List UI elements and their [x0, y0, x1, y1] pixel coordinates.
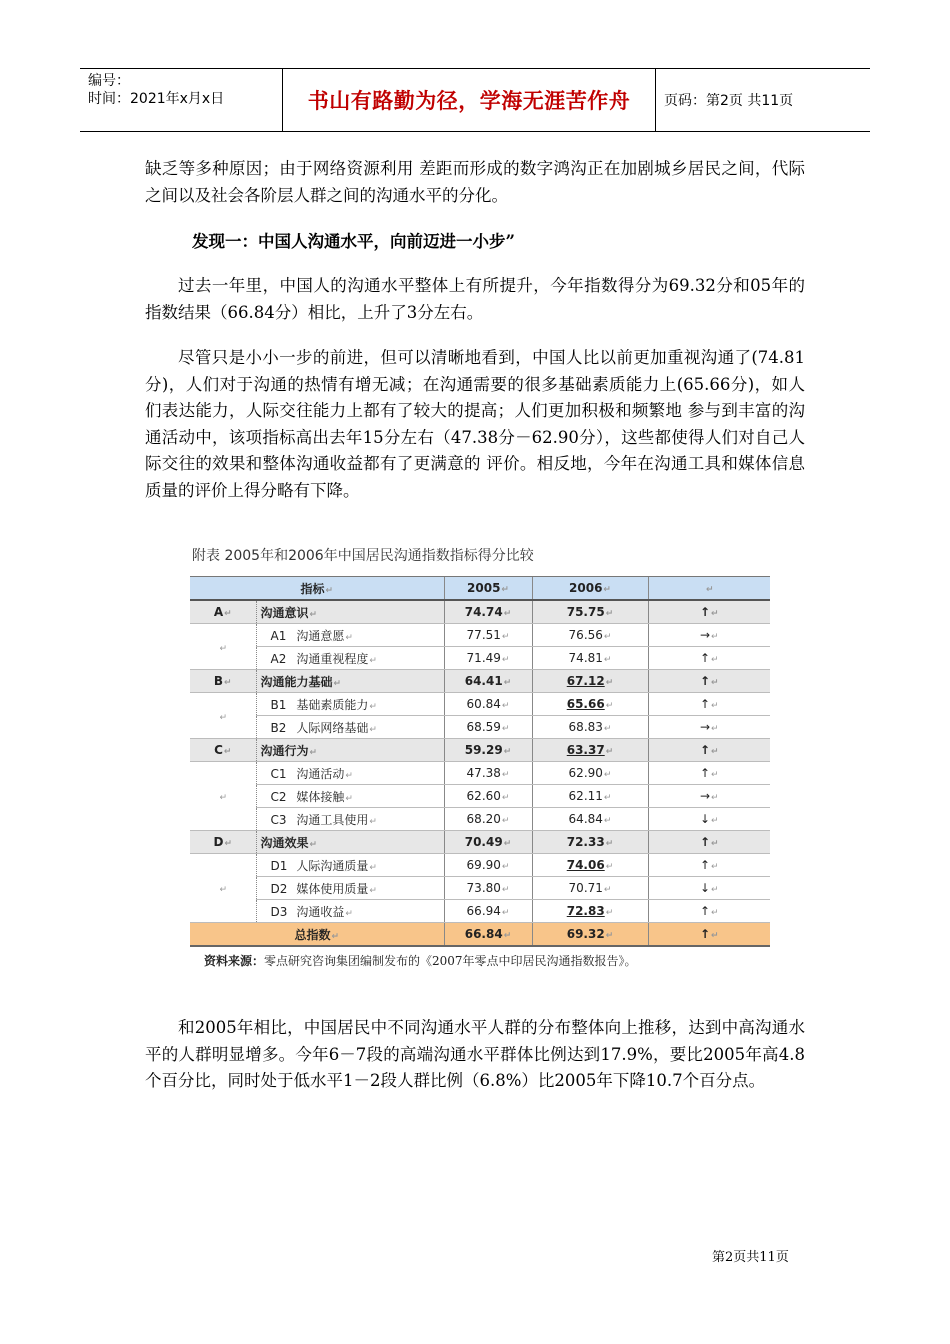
row-trend-icon: ↓↵	[648, 808, 770, 831]
table-source-note	[204, 952, 637, 969]
row-name: A2 沟通重视程度↵	[256, 647, 444, 670]
row-name: A1 沟通意愿↵	[256, 624, 444, 647]
row-value-2005: 64.41↵	[444, 670, 532, 693]
row-value-2006: 65.66↵	[532, 693, 648, 716]
row-name: D2 媒体使用质量↵	[256, 877, 444, 900]
row-trend-icon: ↑↵	[648, 693, 770, 716]
row-name: B2 人际网络基础↵	[256, 716, 444, 739]
table-row	[190, 808, 770, 831]
table-row	[190, 854, 770, 877]
row-value-2006: 64.84↵	[532, 808, 648, 831]
table-caption: 附表 2005年和2006年中国居民沟通指数指标得分比较	[192, 548, 534, 564]
row-name: 沟通行为↵	[256, 739, 444, 762]
col-header-2006: 2006↵	[532, 577, 648, 601]
row-value-2005: 68.59↵	[444, 716, 532, 739]
row-value-2006: 67.12↵	[532, 670, 648, 693]
row-value-2006: 68.83↵	[532, 716, 648, 739]
source-label: 资料来源：	[204, 954, 265, 968]
row-code: C↵	[190, 739, 256, 762]
row-trend-icon: →↵	[648, 716, 770, 739]
row-name: 总指数↵	[190, 923, 444, 947]
row-name: C2 媒体接触↵	[256, 785, 444, 808]
row-name: C3 沟通工具使用↵	[256, 808, 444, 831]
table-row	[190, 762, 770, 785]
table-row	[190, 900, 770, 923]
row-value-2006: 72.83↵	[532, 900, 648, 923]
row-trend-icon: →↵	[648, 785, 770, 808]
row-value-2005: 69.90↵	[444, 854, 532, 877]
row-value-2006: 76.56↵	[532, 624, 648, 647]
section-heading: 发现一：中国人沟通水平，向前迈进一小步”	[192, 232, 515, 251]
row-code: A↵	[190, 600, 256, 624]
row-value-2005: 47.38↵	[444, 762, 532, 785]
table-row	[190, 739, 770, 762]
row-value-2006: 62.90↵	[532, 762, 648, 785]
row-trend-icon: ↑↵	[648, 739, 770, 762]
header-number-label: 编号：	[88, 73, 130, 89]
row-value-2005: 73.80↵	[444, 877, 532, 900]
table-row	[190, 831, 770, 854]
row-value-2005: 74.74↵	[444, 600, 532, 624]
header-meta	[88, 72, 284, 108]
table-total-row	[190, 923, 770, 947]
table-row	[190, 624, 770, 647]
row-value-2006: 63.37↵	[532, 739, 648, 762]
row-name: D3 沟通收益↵	[256, 900, 444, 923]
row-code: D↵	[190, 831, 256, 854]
row-name: B1 基础素质能力↵	[256, 693, 444, 716]
paragraph-3: 尽管只是小小一步的前进，但可以清晰地看到，中国人比以前更加重视沟通了(74.81分)，人们对于沟通的热情有增无减；在沟通需要的很多基础素质能力上(65.66分)，如人们表达能力，人际交往能力上都有了较大的提高；人们更加积极和频繁地 参与到丰富的沟通活动中，该项指标高出去年15分左右（47.38分－62.90分），这些都使得人们对自己人际交往的效果和整体沟通收益都有了更满意的 评价。相反地，今年在沟通工具和媒体信息质量的评价上得分略有下降。	[145, 348, 805, 500]
row-value-2006: 74.06↵	[532, 854, 648, 877]
row-value-2005: 77.51↵	[444, 624, 532, 647]
header-page-label: 页码：第2页 共11页	[664, 93, 794, 109]
row-value-2005: 59.29↵	[444, 739, 532, 762]
row-code: B↵	[190, 670, 256, 693]
row-name: D1 人际沟通质量↵	[256, 854, 444, 877]
table-header-row	[190, 577, 770, 601]
header-time-label: 时间：2021年x月x日	[88, 91, 225, 107]
row-code-empty: ↵	[190, 762, 256, 831]
row-value-2005: 62.60↵	[444, 785, 532, 808]
row-value-2006: 74.81↵	[532, 647, 648, 670]
row-trend-icon: ↑↵	[648, 854, 770, 877]
source-text: 零点研究咨询集团编制发布的《2007年零点中印居民沟通指数报告》。	[264, 954, 637, 968]
row-trend-icon: ↑↵	[648, 670, 770, 693]
row-name: C1 沟通活动↵	[256, 762, 444, 785]
header-motto: 书山有路勤为径，学海无涯苦作舟	[282, 69, 656, 131]
row-value-2006: 72.33↵	[532, 831, 648, 854]
row-trend-icon: ↑↵	[648, 900, 770, 923]
row-value-2006: 70.71↵	[532, 877, 648, 900]
row-value-2006: 62.11↵	[532, 785, 648, 808]
page-header	[80, 68, 870, 132]
row-code-empty: ↵	[190, 854, 256, 923]
page-footer: 第2页共11页	[712, 1250, 789, 1265]
row-trend-icon: ↑↵	[648, 923, 770, 947]
table-row	[190, 647, 770, 670]
row-value-2005: 70.49↵	[444, 831, 532, 854]
row-trend-icon: ↑↵	[648, 647, 770, 670]
table-row	[190, 785, 770, 808]
row-value-2006: 69.32↵	[532, 923, 648, 947]
row-code-empty: ↵	[190, 693, 256, 739]
row-value-2005: 66.94↵	[444, 900, 532, 923]
paragraph-4: 和2005年相比，中国居民中不同沟通水平人群的分布整体向上推移，达到中高沟通水平的人群明显增多。今年6－7段的高端沟通水平群体比例达到17.9%，要比2005年高4.8个百分比，同时处于低水平1－2段人群比例（6.8%）比2005年下降10.7个百分点。	[145, 1018, 805, 1090]
table-row	[190, 716, 770, 739]
table-row	[190, 877, 770, 900]
row-trend-icon: ↑↵	[648, 600, 770, 624]
row-trend-icon: ↓↵	[648, 877, 770, 900]
row-code-empty: ↵	[190, 624, 256, 670]
table-row	[190, 600, 770, 624]
row-value-2005: 60.84↵	[444, 693, 532, 716]
row-trend-icon: →↵	[648, 624, 770, 647]
row-value-2006: 75.75↵	[532, 600, 648, 624]
row-value-2005: 66.84↵	[444, 923, 532, 947]
table-row	[190, 693, 770, 716]
row-value-2005: 71.49↵	[444, 647, 532, 670]
row-trend-icon: ↑↵	[648, 831, 770, 854]
col-header-2005: 2005↵	[444, 577, 532, 601]
col-header-trend: ↵	[648, 577, 770, 601]
row-name: 沟通效果↵	[256, 831, 444, 854]
row-value-2005: 68.20↵	[444, 808, 532, 831]
row-name: 沟通意识↵	[256, 600, 444, 624]
row-name: 沟通能力基础↵	[256, 670, 444, 693]
table-row	[190, 670, 770, 693]
row-trend-icon: ↑↵	[648, 762, 770, 785]
paragraph-1: 缺乏等多种原因；由于网络资源利用 差距而形成的数字鸿沟正在加剧城乡居民之间，代际之间以及社会各阶层人群之间的沟通水平的分化。	[145, 159, 805, 205]
paragraph-2: 过去一年里，中国人的沟通水平整体上有所提升，今年指数得分为69.32分和05年的指数结果（66.84分）相比，上升了3分左右。	[145, 276, 805, 322]
index-comparison-table	[190, 576, 770, 947]
col-header-indicator: 指标↵	[190, 577, 444, 601]
